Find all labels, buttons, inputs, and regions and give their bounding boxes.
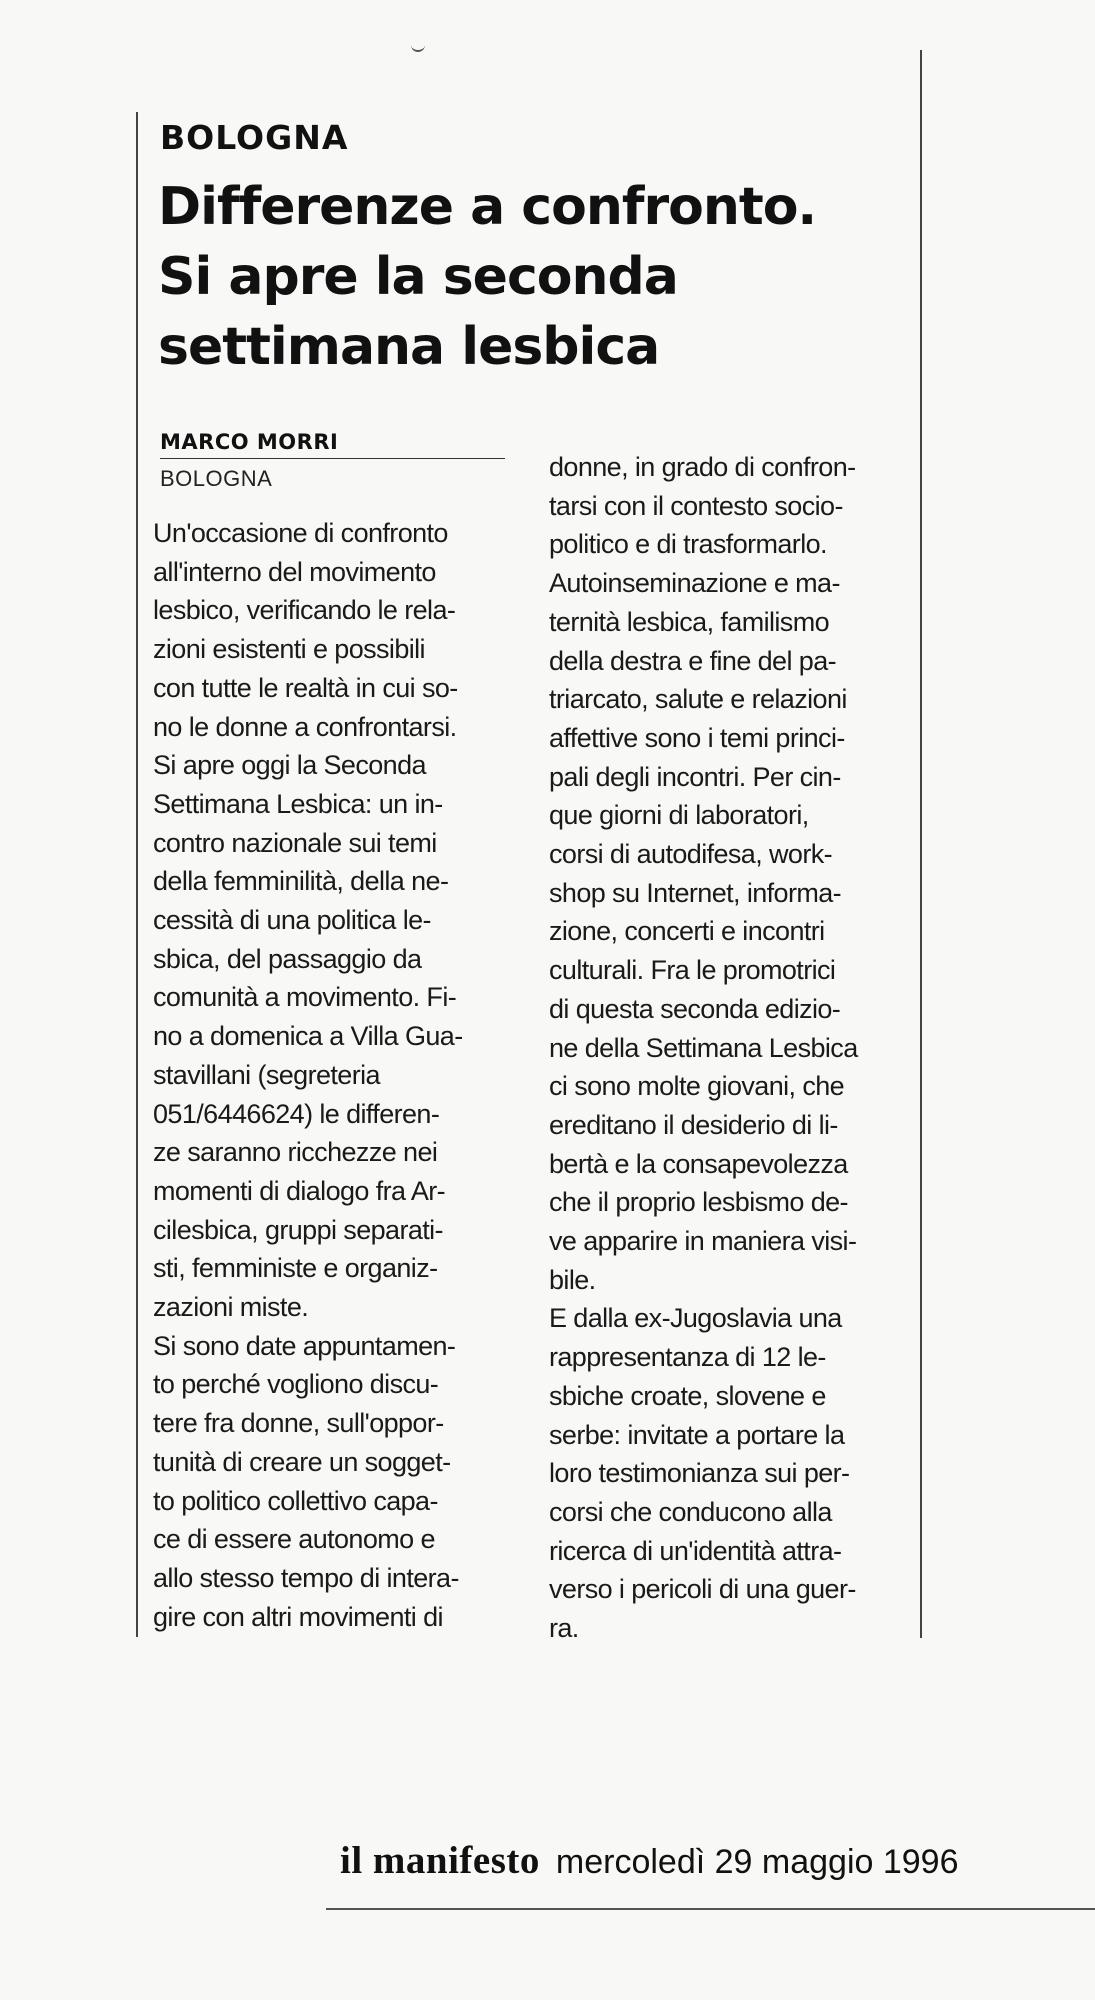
headline-line: settimana lesbica xyxy=(158,317,660,377)
headline-line: Si apre la seconda xyxy=(158,247,678,307)
text-line: culturali. Fra le promotrici xyxy=(549,955,836,986)
text-line: to perché vogliono discu- xyxy=(153,1369,439,1400)
article-kicker: BOLOGNA xyxy=(160,118,349,157)
text-line: affettive sono i temi princi- xyxy=(549,722,845,753)
text-line: stavillani (segreteria xyxy=(153,1059,380,1090)
text-line: no le donne a confrontarsi. xyxy=(153,711,457,742)
byline-author: MARCO MORRI xyxy=(160,430,339,454)
text-line: serbe: invitate a portare la xyxy=(549,1419,845,1450)
text-line: E dalla ex-Jugoslavia una xyxy=(549,1303,842,1334)
text-line: zione, concerti e incontri xyxy=(549,916,825,947)
text-line: Settimana Lesbica: un in- xyxy=(153,788,443,819)
text-line: bertà e la consapevolezza xyxy=(549,1148,848,1179)
text-line: contro nazionale sui temi xyxy=(153,827,437,858)
text-line: della destra e fine del pa- xyxy=(549,645,836,676)
text-line: all'interno del movimento xyxy=(153,556,436,587)
text-line: que giorni di laboratori, xyxy=(549,800,809,831)
text-line: zazioni miste. xyxy=(153,1292,309,1323)
text-line: Si apre oggi la Seconda xyxy=(153,750,426,781)
text-line: sti, femministe e organiz- xyxy=(153,1253,438,1284)
text-line: gire con altri movimenti di xyxy=(153,1601,443,1632)
text-line: ci sono molte giovani, che xyxy=(549,1071,845,1102)
text-line: comunità a movimento. Fi- xyxy=(153,982,457,1013)
text-line: ternità lesbica, familismo xyxy=(549,606,830,637)
byline-dateline: BOLOGNA xyxy=(160,466,273,491)
text-line: corsi di autodifesa, work- xyxy=(549,839,833,870)
publication-date: mercoledì 29 maggio 1996 xyxy=(555,1843,959,1881)
text-line: Autoinseminazione e ma- xyxy=(549,568,840,599)
text-line: che il proprio lesbismo de- xyxy=(549,1187,848,1218)
page-footer xyxy=(340,1838,959,1883)
text-line: momenti di dialogo fra Ar- xyxy=(153,1175,446,1206)
text-line: zioni esistenti e possibili xyxy=(153,634,425,665)
text-line: donne, in grado di confron- xyxy=(549,452,856,482)
text-line: cilesbica, gruppi separati- xyxy=(153,1214,443,1245)
text-line: Si sono date appuntamen- xyxy=(153,1330,456,1361)
text-line: no a domenica a Villa Gua- xyxy=(153,1021,463,1052)
footer-divider xyxy=(326,1908,1095,1910)
text-line: cessità di una politica le- xyxy=(153,905,431,936)
column-rule-left xyxy=(136,112,138,1637)
text-line: politico e di trasformarlo. xyxy=(549,529,827,560)
scan-mark xyxy=(411,42,425,52)
byline-divider xyxy=(160,458,505,459)
text-line: loro testimonianza sui per- xyxy=(549,1458,850,1489)
text-line: sbiche croate, slovene e xyxy=(549,1380,826,1411)
text-line: sbica, del passaggio da xyxy=(153,943,422,974)
text-line: bile. xyxy=(549,1264,596,1295)
text-line: tunità di creare un sogget- xyxy=(153,1446,451,1477)
publication-name: il manifesto xyxy=(340,1839,540,1882)
text-line: con tutte le realtà in cui so- xyxy=(153,672,458,703)
text-line: ce di essere autonomo e xyxy=(153,1524,435,1555)
headline-line: Differenze a confronto. xyxy=(158,177,817,237)
text-line: della femminilità, della ne- xyxy=(153,866,449,897)
text-line: di questa seconda edizio- xyxy=(549,993,841,1024)
text-line: shop su Internet, informa- xyxy=(549,877,842,908)
text-line: ra. xyxy=(549,1613,579,1644)
text-line: corsi che conducono alla xyxy=(549,1496,832,1527)
text-line: tarsi con il contesto socio- xyxy=(549,490,843,521)
text-line: allo stesso tempo di intera- xyxy=(153,1562,459,1593)
text-line: ne della Settimana Lesbica xyxy=(549,1032,858,1063)
text-line: 051/6446624) le differen- xyxy=(153,1098,440,1129)
article-column-1 xyxy=(153,514,463,1636)
article-headline xyxy=(158,172,918,382)
text-line: triarcato, salute e relazioni xyxy=(549,684,847,715)
text-line: Un'occasione di confronto xyxy=(153,518,448,548)
column-rule-right xyxy=(920,50,922,1638)
text-line: to politico collettivo capa- xyxy=(153,1485,438,1516)
article-column-2 xyxy=(549,448,858,1648)
text-line: tere fra donne, sull'oppor- xyxy=(153,1408,444,1439)
text-line: pali degli incontri. Per cin- xyxy=(549,761,841,792)
text-line: ricerca di un'identità attra- xyxy=(549,1535,842,1566)
text-line: verso i pericoli di una guer- xyxy=(549,1574,856,1605)
text-line: ereditano il desiderio di li- xyxy=(549,1109,838,1140)
text-line: ze saranno ricchezze nei xyxy=(153,1137,438,1168)
text-line: lesbico, verificando le rela- xyxy=(153,595,456,626)
text-line: ve apparire in maniera visi- xyxy=(549,1226,857,1257)
text-line: rappresentanza di 12 le- xyxy=(549,1342,826,1373)
